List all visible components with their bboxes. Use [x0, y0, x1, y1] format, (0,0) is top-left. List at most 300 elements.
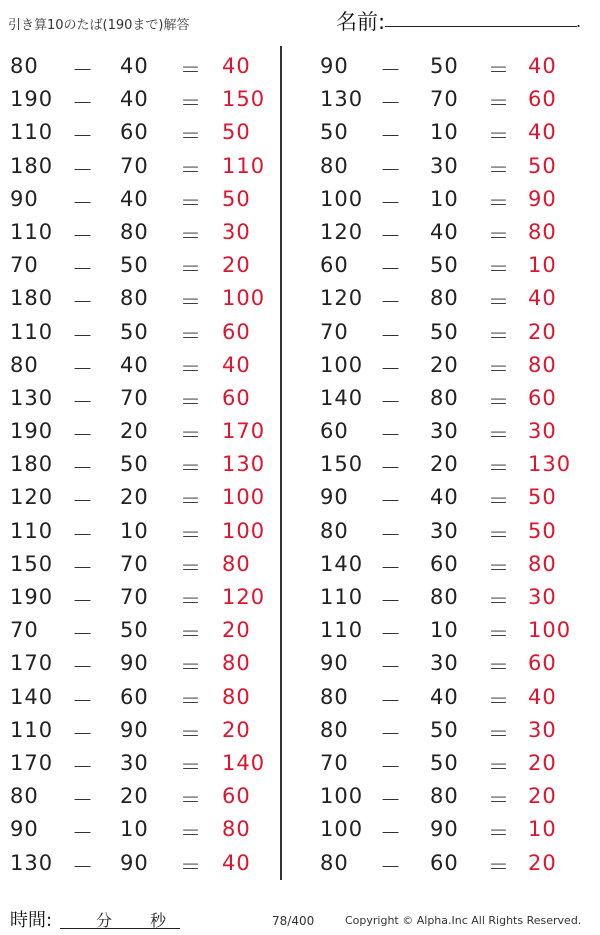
- problem-row: [300, 48, 580, 81]
- minus-sign: －: [380, 522, 402, 547]
- minus-sign: －: [380, 356, 402, 381]
- answer: 40: [528, 54, 557, 78]
- minuend: 80: [320, 153, 349, 178]
- problem-row: [0, 214, 280, 247]
- problem-row: [300, 612, 580, 645]
- subtrahend: 40: [120, 352, 149, 377]
- answer: 20: [528, 784, 557, 809]
- subtrahend: 60: [430, 850, 459, 875]
- minus-sign: －: [380, 854, 402, 879]
- equals-sign: ＝: [488, 788, 510, 813]
- minus-sign: －: [72, 655, 94, 680]
- subtrahend: 50: [120, 618, 149, 643]
- minuend: 130: [10, 385, 54, 410]
- subtrahend: 90: [120, 850, 149, 875]
- equals-sign: ＝: [488, 821, 510, 846]
- equals-sign: ＝: [180, 688, 202, 713]
- equals-sign: ＝: [180, 788, 202, 813]
- subtrahend: 70: [430, 87, 459, 112]
- minuend: 70: [320, 319, 349, 344]
- problem-row: [300, 645, 580, 678]
- minus-sign: －: [72, 456, 94, 481]
- answer: 40: [222, 54, 251, 78]
- subtrahend: 10: [120, 817, 149, 842]
- answer: 60: [222, 319, 251, 344]
- problem-row: [300, 148, 580, 181]
- minuend: 120: [320, 219, 364, 244]
- equals-sign: ＝: [180, 423, 202, 448]
- subtrahend: 20: [430, 452, 459, 477]
- minus-sign: －: [72, 622, 94, 647]
- minus-sign: －: [380, 58, 402, 82]
- answer: 60: [528, 87, 557, 112]
- worksheet-title: 引き算10のたば(190まで)解答: [8, 18, 190, 33]
- minus-sign: －: [380, 290, 402, 315]
- minuend: 180: [10, 153, 54, 178]
- subtrahend: 40: [120, 186, 149, 211]
- subtrahend: 70: [120, 551, 149, 576]
- minus-sign: －: [72, 323, 94, 348]
- equals-sign: ＝: [488, 323, 510, 348]
- equals-sign: ＝: [180, 157, 202, 182]
- answer: 100: [222, 485, 266, 510]
- minus-sign: －: [380, 688, 402, 713]
- answer: 80: [222, 684, 251, 709]
- subtrahend: 50: [120, 452, 149, 477]
- equals-sign: ＝: [488, 389, 510, 414]
- answer: 20: [528, 319, 557, 344]
- minus-sign: －: [72, 489, 94, 514]
- subtrahend: 50: [120, 319, 149, 344]
- minus-sign: －: [72, 589, 94, 613]
- minuend: 80: [10, 784, 39, 809]
- answer: 80: [528, 551, 557, 576]
- equals-sign: ＝: [180, 555, 202, 580]
- minuend: 130: [320, 87, 364, 112]
- subtrahend: 20: [120, 419, 149, 444]
- answer: 150: [222, 87, 266, 112]
- subtrahend: 80: [430, 286, 459, 311]
- minuend: 110: [320, 585, 364, 609]
- subtrahend: 40: [430, 485, 459, 510]
- subtrahend: 60: [120, 120, 149, 145]
- minus-sign: －: [380, 124, 402, 149]
- minuend: 110: [10, 518, 54, 543]
- answer: 90: [528, 186, 557, 211]
- minuend: 120: [320, 286, 364, 311]
- answer: 40: [222, 352, 251, 377]
- subtrahend: 30: [120, 750, 149, 775]
- minuend: 110: [10, 120, 54, 145]
- equals-sign: ＝: [180, 257, 202, 282]
- minus-sign: －: [72, 91, 94, 116]
- minuend: 70: [10, 618, 39, 643]
- subtrahend: 30: [430, 651, 459, 676]
- equals-sign: ＝: [488, 124, 510, 149]
- minus-sign: －: [72, 788, 94, 813]
- minuend: 110: [10, 219, 54, 244]
- equals-sign: ＝: [488, 290, 510, 315]
- problem-row: [0, 114, 280, 147]
- equals-sign: ＝: [180, 223, 202, 248]
- equals-sign: ＝: [180, 489, 202, 514]
- name-dot: .: [576, 12, 582, 31]
- minus-sign: －: [380, 489, 402, 514]
- subtrahend: 30: [430, 518, 459, 543]
- footer: [0, 904, 600, 934]
- problem-row: [0, 347, 280, 380]
- problem-row: [0, 546, 280, 579]
- minus-sign: －: [72, 423, 94, 448]
- answer: 130: [528, 452, 572, 477]
- answer: 80: [528, 219, 557, 244]
- problem-row: [300, 778, 580, 811]
- minus-sign: －: [380, 721, 402, 746]
- subtrahend: 70: [120, 385, 149, 410]
- equals-sign: ＝: [488, 190, 510, 215]
- minuend: 50: [320, 120, 349, 145]
- problem-row: [300, 214, 580, 247]
- problem-row: [300, 679, 580, 712]
- equals-sign: ＝: [488, 555, 510, 580]
- minus-sign: －: [380, 323, 402, 348]
- minus-sign: －: [72, 555, 94, 580]
- problem-row: [0, 845, 280, 878]
- equals-sign: ＝: [180, 589, 202, 613]
- copyright-notice: Copyright © Alpha.Inc All Rights Reserved.: [345, 914, 582, 927]
- problem-row: [300, 413, 580, 446]
- minuend: 100: [320, 817, 364, 842]
- minuend: 80: [320, 850, 349, 875]
- answer: 40: [222, 850, 251, 875]
- equals-sign: ＝: [488, 157, 510, 182]
- equals-sign: ＝: [180, 323, 202, 348]
- problem-row: [0, 181, 280, 214]
- problem-row: [300, 546, 580, 579]
- minuend: 60: [320, 253, 349, 278]
- time-label: 時間:: [10, 910, 53, 931]
- answer: 10: [528, 817, 557, 842]
- equals-sign: ＝: [488, 489, 510, 514]
- minus-sign: －: [72, 223, 94, 248]
- problem-row: [0, 380, 280, 413]
- problem-row: [0, 446, 280, 479]
- subtrahend: 80: [430, 585, 459, 609]
- minuend: 150: [320, 452, 364, 477]
- problem-row: [0, 811, 280, 844]
- answer: 50: [222, 120, 251, 145]
- problem-row: [300, 347, 580, 380]
- subtrahend: 20: [120, 485, 149, 510]
- minus-sign: －: [380, 589, 402, 613]
- problem-row: [0, 778, 280, 811]
- answer: 80: [222, 651, 251, 676]
- subtrahend: 30: [430, 153, 459, 178]
- minus-sign: －: [380, 622, 402, 647]
- problem-row: [0, 679, 280, 712]
- problem-row: [300, 712, 580, 745]
- equals-sign: ＝: [180, 124, 202, 149]
- name-label: 名前:: [336, 10, 386, 34]
- answer: 10: [528, 253, 557, 278]
- answer: 50: [222, 186, 251, 211]
- answer: 20: [528, 850, 557, 875]
- answer: 60: [528, 385, 557, 410]
- answer: 50: [528, 153, 557, 178]
- seconds-label: 秒: [150, 911, 167, 930]
- equals-sign: ＝: [488, 589, 510, 613]
- minuend: 110: [320, 618, 364, 643]
- minuend: 90: [320, 651, 349, 676]
- minuend: 80: [10, 54, 39, 78]
- equals-sign: ＝: [180, 655, 202, 680]
- equals-sign: ＝: [488, 688, 510, 713]
- minus-sign: －: [380, 157, 402, 182]
- answer: 80: [222, 817, 251, 842]
- minuend: 90: [10, 186, 39, 211]
- minuend: 180: [10, 452, 54, 477]
- minus-sign: －: [72, 58, 94, 82]
- minus-sign: －: [72, 389, 94, 414]
- minuend: 70: [320, 750, 349, 775]
- minus-sign: －: [380, 190, 402, 215]
- answer: 60: [528, 651, 557, 676]
- subtrahend: 40: [430, 219, 459, 244]
- problem-row: [0, 745, 280, 778]
- minuend: 170: [10, 651, 54, 676]
- subtrahend: 90: [430, 817, 459, 842]
- equals-sign: ＝: [488, 721, 510, 746]
- answer: 100: [528, 618, 572, 643]
- problem-row: [0, 48, 280, 81]
- problem-row: [0, 645, 280, 678]
- minus-sign: －: [380, 423, 402, 448]
- subtrahend: 80: [120, 286, 149, 311]
- equals-sign: ＝: [180, 821, 202, 846]
- subtrahend: 80: [430, 784, 459, 809]
- problem-row: [0, 314, 280, 347]
- equals-sign: ＝: [180, 456, 202, 481]
- subtrahend: 50: [430, 750, 459, 775]
- problem-row: [0, 513, 280, 546]
- minuend: 70: [10, 253, 39, 278]
- minuend: 90: [320, 54, 349, 78]
- problem-row: [0, 479, 280, 512]
- equals-sign: ＝: [488, 854, 510, 879]
- minuend: 140: [320, 551, 364, 576]
- problem-row: [300, 811, 580, 844]
- subtrahend: 10: [430, 186, 459, 211]
- equals-sign: ＝: [488, 91, 510, 116]
- problem-row: [300, 181, 580, 214]
- subtrahend: 40: [430, 684, 459, 709]
- minuend: 190: [10, 87, 54, 112]
- answer: 20: [528, 750, 557, 775]
- equals-sign: ＝: [180, 754, 202, 779]
- minus-sign: －: [380, 821, 402, 846]
- answer: 50: [528, 518, 557, 543]
- answer: 40: [528, 120, 557, 145]
- answer: 80: [222, 551, 251, 576]
- minus-sign: －: [72, 854, 94, 879]
- minus-sign: －: [72, 821, 94, 846]
- subtrahend: 50: [430, 253, 459, 278]
- minuend: 180: [10, 286, 54, 311]
- answer: 60: [222, 784, 251, 809]
- minuend: 110: [10, 319, 54, 344]
- problem-row: [300, 280, 580, 313]
- minus-sign: －: [380, 389, 402, 414]
- subtrahend: 70: [120, 153, 149, 178]
- answer: 100: [222, 518, 266, 543]
- problem-row: [0, 413, 280, 446]
- subtrahend: 20: [120, 784, 149, 809]
- subtrahend: 50: [430, 717, 459, 742]
- answer: 30: [528, 585, 557, 609]
- answer: 100: [222, 286, 266, 311]
- subtrahend: 40: [120, 54, 149, 78]
- subtrahend: 90: [120, 717, 149, 742]
- minuend: 170: [10, 750, 54, 775]
- minuend: 150: [10, 551, 54, 576]
- equals-sign: ＝: [180, 622, 202, 647]
- minuend: 100: [320, 784, 364, 809]
- minus-sign: －: [380, 257, 402, 282]
- equals-sign: ＝: [180, 58, 202, 82]
- problem-row: [300, 114, 580, 147]
- name-field-line[interactable]: [385, 26, 577, 27]
- subtrahend: 80: [430, 385, 459, 410]
- minus-sign: －: [72, 190, 94, 215]
- problem-row: [0, 612, 280, 645]
- subtrahend: 10: [120, 518, 149, 543]
- subtrahend: 20: [430, 352, 459, 377]
- problem-row: [300, 745, 580, 778]
- subtrahend: 50: [120, 253, 149, 278]
- equals-sign: ＝: [488, 223, 510, 248]
- minus-sign: －: [380, 655, 402, 680]
- subtrahend: 60: [120, 684, 149, 709]
- minus-sign: －: [72, 257, 94, 282]
- problem-row: [300, 314, 580, 347]
- subtrahend: 80: [120, 219, 149, 244]
- minuend: 140: [320, 385, 364, 410]
- problem-row: [300, 845, 580, 878]
- equals-sign: ＝: [488, 356, 510, 381]
- answer: 40: [528, 684, 557, 709]
- problem-row: [300, 513, 580, 546]
- minuend: 60: [320, 419, 349, 444]
- minuend: 130: [10, 850, 54, 875]
- equals-sign: ＝: [180, 356, 202, 381]
- minus-sign: －: [72, 157, 94, 182]
- problem-row: [300, 380, 580, 413]
- minuend: 190: [10, 585, 54, 609]
- answer: 80: [528, 352, 557, 377]
- problem-row: [0, 280, 280, 313]
- minus-sign: －: [380, 788, 402, 813]
- minus-sign: －: [380, 754, 402, 779]
- equals-sign: ＝: [180, 290, 202, 315]
- equals-sign: ＝: [488, 58, 510, 82]
- answer: 50: [528, 485, 557, 510]
- minus-sign: －: [72, 290, 94, 315]
- answer: 20: [222, 618, 251, 643]
- minutes-label: 分: [96, 911, 113, 930]
- equals-sign: ＝: [180, 522, 202, 547]
- minus-sign: －: [72, 124, 94, 149]
- equals-sign: ＝: [488, 622, 510, 647]
- answer: 30: [528, 717, 557, 742]
- equals-sign: ＝: [180, 721, 202, 746]
- minus-sign: －: [72, 356, 94, 381]
- problem-row: [0, 712, 280, 745]
- subtrahend: 70: [120, 585, 149, 609]
- problem-row: [300, 446, 580, 479]
- equals-sign: ＝: [488, 257, 510, 282]
- subtrahend: 50: [430, 319, 459, 344]
- minuend: 90: [320, 485, 349, 510]
- column-divider: [280, 46, 282, 880]
- subtrahend: 40: [120, 87, 149, 112]
- answer: 40: [528, 286, 557, 311]
- problem-row: [300, 247, 580, 280]
- answer: 110: [222, 153, 266, 178]
- minuend: 100: [320, 186, 364, 211]
- equals-sign: ＝: [488, 754, 510, 779]
- subtrahend: 60: [430, 551, 459, 576]
- minus-sign: －: [380, 91, 402, 116]
- answer: 30: [222, 219, 251, 244]
- subtrahend: 50: [430, 54, 459, 78]
- minus-sign: －: [380, 555, 402, 580]
- answer: 60: [222, 385, 251, 410]
- equals-sign: ＝: [488, 456, 510, 481]
- problems-column-left: [0, 48, 280, 878]
- minuend: 90: [10, 817, 39, 842]
- problem-row: [300, 579, 580, 612]
- minuend: 120: [10, 485, 54, 510]
- problem-row: [0, 247, 280, 280]
- problem-row: [300, 81, 580, 114]
- equals-sign: ＝: [180, 389, 202, 414]
- subtrahend: 10: [430, 120, 459, 145]
- minus-sign: －: [72, 688, 94, 713]
- minuend: 80: [320, 518, 349, 543]
- minuend: 80: [320, 684, 349, 709]
- answer: 30: [528, 419, 557, 444]
- minuend: 80: [10, 352, 39, 377]
- minus-sign: －: [380, 456, 402, 481]
- answer: 20: [222, 253, 251, 278]
- equals-sign: ＝: [488, 423, 510, 448]
- equals-sign: ＝: [180, 91, 202, 116]
- problem-row: [300, 479, 580, 512]
- problem-row: [0, 81, 280, 114]
- problem-row: [0, 148, 280, 181]
- minuend: 80: [320, 717, 349, 742]
- equals-sign: ＝: [488, 655, 510, 680]
- answer: 20: [222, 717, 251, 742]
- equals-sign: ＝: [488, 522, 510, 547]
- equals-sign: ＝: [180, 190, 202, 215]
- minus-sign: －: [72, 754, 94, 779]
- answer: 120: [222, 585, 266, 609]
- answer: 170: [222, 419, 266, 444]
- minuend: 140: [10, 684, 54, 709]
- minuend: 100: [320, 352, 364, 377]
- equals-sign: ＝: [180, 854, 202, 879]
